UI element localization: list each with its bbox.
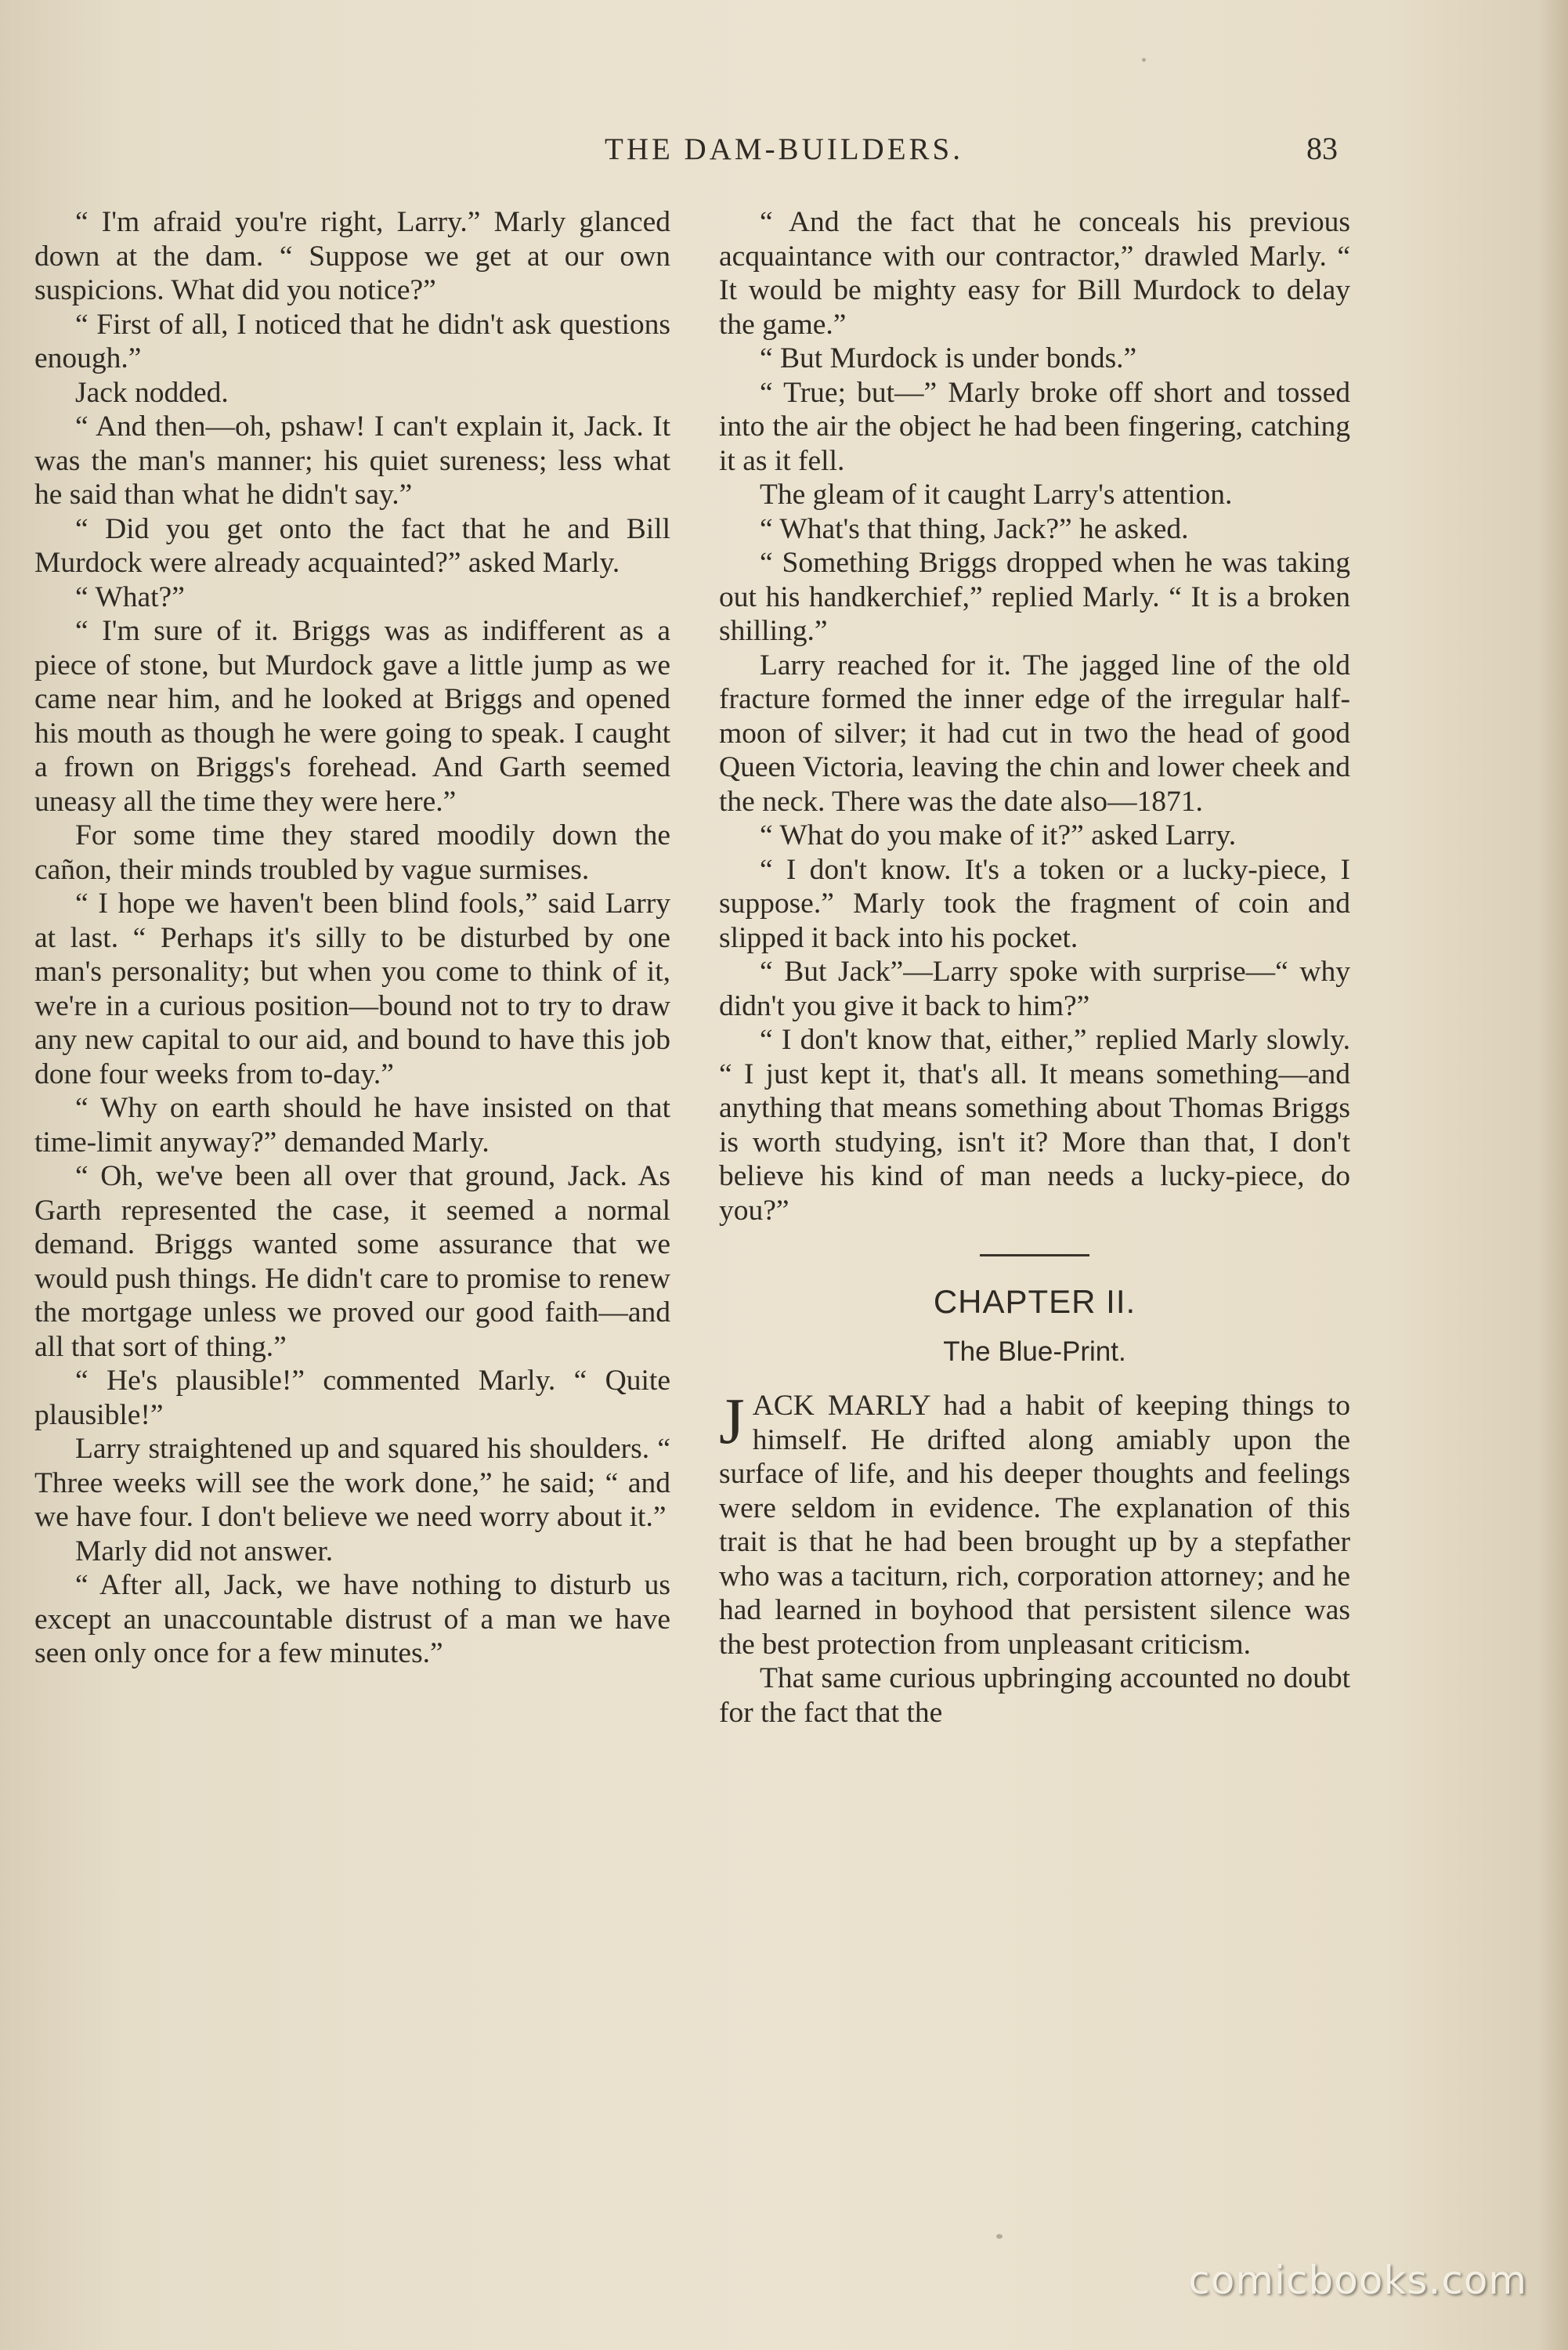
left-column [34,205,670,1671]
paragraph: Marly did not answer. [75,1535,334,1567]
paragraph: “ He's plausible!” commented Marly. “ Quite plausible!” [34,1365,670,1431]
paragraph: For some time they stared moodily down the cañon, their minds troubled by vague surmises. [34,819,670,886]
drop-cap: J [719,1385,745,1458]
paragraph: “ After all, Jack, we have nothing to disturb us except an unaccountable distrust of a man we have seen only once for a few minutes.” [34,1569,670,1669]
paper-speck [1142,58,1146,62]
paragraph: “ First of all, I noticed that he didn't ask questions enough.” [34,308,670,374]
right-column [719,205,1350,1730]
paragraph: “ What do you make of it?” asked Larry. [760,819,1237,851]
paragraph: “ I don't know that, either,” replied Marly slowly. “ I just kept it, that's all. It means something—and anything that means something about Thomas Briggs is worth studying, isn't it? More than that, I don't believe his kind of man needs a lucky-piece, do you?” [719,1024,1350,1227]
paragraph: The gleam of it caught Larry's attention. [760,479,1233,511]
paragraph: “ But Murdock is under bonds.” [760,342,1137,374]
paragraph: “ And then—oh, pshaw! I can't explain it, Jack. It was the man's manner; his quiet sureness; less what he said than what he didn't say.” [34,410,670,511]
paper-speck [996,2234,1003,2239]
paragraph: Larry reached for it. The jagged line of the old fracture formed the inner edge of the irregular half-moon of silver; it had cut in two the head of good Queen Victoria, leaving the chin and lower cheek and the neck. There was the date also—1871. [719,649,1350,818]
paragraph: “ Why on earth should he have insisted on that time-limit anyway?” demanded Marly. [34,1092,670,1159]
chapter-title: CHAPTER II. [933,1283,1136,1320]
paragraph: “ And the fact that he conceals his previous acquaintance with our contractor,” drawled Marly. “ It would be mighty easy for Bill Murdock to delay the game.” [719,206,1350,341]
paragraph: “ Oh, we've been all over that ground, Jack. As Garth represented the case, it seemed a normal demand. Briggs wanted some assurance that we would push things. He didn't care to promise to renew the mortgage unless we proved our good faith—and all that sort of thing.” [34,1160,670,1363]
paragraph: Larry straightened up and squared his shoulders. “ Three weeks will see the work done,” he said; “ and we have four. I don't believe we need worry about it.” [34,1433,670,1533]
chapter-subtitle: The Blue-Print. [943,1336,1126,1367]
paragraph: “ What?” [75,580,185,613]
watermark: comicbooks.com [1188,2258,1527,2303]
page-edge-shadow [1538,0,1568,2350]
section-divider [980,1254,1089,1256]
page-number: 83 [1306,131,1338,166]
paragraph: “ But Jack”—Larry spoke with surprise—“ why didn't you give it back to him?” [719,956,1350,1022]
paragraph: “ I'm sure of it. Briggs was as indifferent as a piece of stone, but Murdock gave a little jump as we came near him, and he looked at Briggs and opened his mouth as though he were going to speak. I caught a frown on Briggs's forehead. And Garth seemed uneasy all the time they were here.” [34,615,670,818]
paragraph: Jack nodded. [75,376,229,409]
paragraph: “ I'm afraid you're right, Larry.” Marly glanced down at the dam. “ Suppose we get at our own suspicions. What did you notice?” [34,206,670,306]
paragraph: “ What's that thing, Jack?” he asked. [760,512,1189,545]
paragraph: “ I hope we haven't been blind fools,” said Larry at last. “ Perhaps it's silly to be disturbed by one man's personality; but when you come to think of it, we're in a curious position—bound not to try to draw any new capital to our aid, and bound to have this job done four weeks from to-day.” [34,888,670,1090]
running-head: THE DAM-BUILDERS. [605,132,963,166]
paragraph: That same curious upbringing accounted no doubt for the fact that the [719,1662,1350,1729]
paragraph: “ Something Briggs dropped when he was taking out his handkerchief,” replied Marly. “ It is a broken shilling.” [719,547,1350,647]
paragraph: “ Did you get onto the fact that he and Bill Murdock were already acquainted?” asked Marly. [34,512,670,579]
paragraph: “ True; but—” Marly broke off short and tossed into the air the object he had been fingering, catching it as it fell. [719,376,1350,477]
opening-paragraph-text: ACK MARLY had a habit of keeping things to himself. He drifted along amiably upon the surface of life, and his deeper thoughts and feelings were seldom in evidence. The explanation of this trait is that he had been brought up by a stepfather who was a taciturn, rich, corporation attorney; and he had learned in boyhood that persistent silence was the best protection from unpleasant criticism. [719,1390,1350,1661]
paragraph: “ I don't know. It's a token or a lucky-piece, I suppose.” Marly took the fragment of coin and slipped it back into his pocket. [719,853,1350,954]
chapter-opening-paragraph [719,1385,1350,1661]
